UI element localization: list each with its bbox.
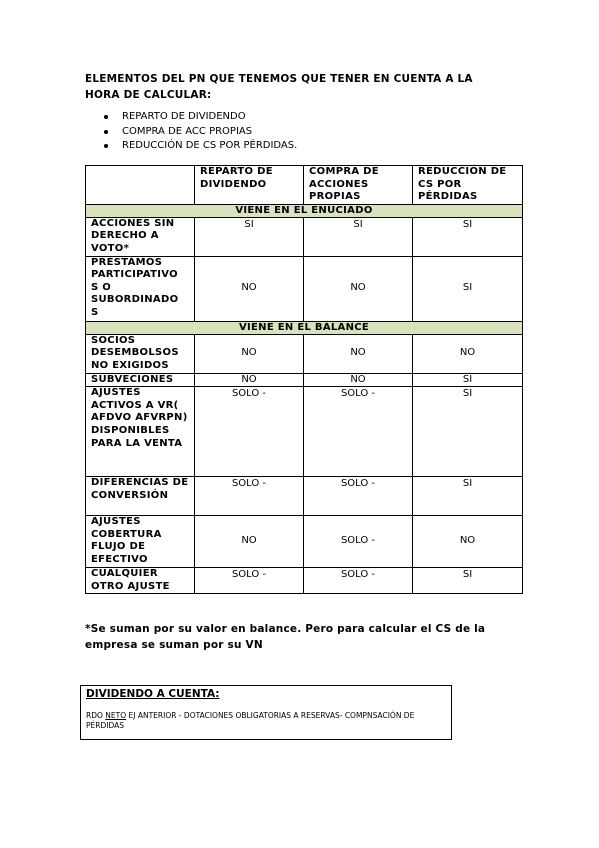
row-label: DIFERENCIAS DE CONVERSIÓN <box>86 477 195 516</box>
row-label: AJUSTES COBERTURA FLUJO DE EFECTIVO <box>86 516 195 568</box>
table-cell: SI <box>413 373 523 387</box>
box-text <box>86 711 446 731</box>
row-label: AJUSTES ACTIVOS A VR( AFDVO AFVRPN) DISPONIBLES PARA LA VENTA <box>86 387 195 477</box>
table-row <box>86 387 523 477</box>
column-header-reduccion: REDUCCIÓN DE CS POR PÉRDIDAS <box>413 166 523 205</box>
row-label: PRÉSTAMOS PARTICIPATIVO S O SUBORDINADO S <box>86 256 195 321</box>
box-title: DIVIDENDO A CUENTA: <box>86 688 220 700</box>
list-item <box>100 139 297 154</box>
table-row <box>86 334 523 373</box>
comparison-table <box>85 165 523 594</box>
table-cell: SI <box>413 568 523 594</box>
bullet-icon <box>104 115 108 119</box>
box-text-underlined: NETO <box>105 711 127 720</box>
bullet-icon <box>104 144 108 148</box>
table-cell: SOLO - <box>304 387 413 477</box>
table-cell: NO <box>304 373 413 387</box>
column-header-reparto: REPARTO DE DIVIDENDO <box>195 166 304 205</box>
table-cell: NO <box>304 256 413 321</box>
row-label: SUBVECIONES <box>86 373 195 387</box>
bullet-list <box>100 110 297 154</box>
table-row <box>86 373 523 387</box>
table-row <box>86 256 523 321</box>
table-cell: SOLO - <box>304 477 413 516</box>
table-cell: NO <box>195 334 304 373</box>
table-cell: SI <box>304 217 413 256</box>
table-row <box>86 568 523 594</box>
bullet-icon <box>104 130 108 134</box>
section-row <box>86 204 523 217</box>
list-item <box>100 125 297 140</box>
table-row <box>86 516 523 568</box>
table-cell: NO <box>413 334 523 373</box>
table-cell: NO <box>413 516 523 568</box>
list-item-label: COMPRA DE ACC PROPIAS <box>122 125 253 137</box>
list-item-label: REDUCCIÓN DE CS POR PÉRDIDAS. <box>122 140 298 151</box>
row-label: ACCIONES SIN DERECHO A VOTO* <box>86 217 195 256</box>
table-cell: NO <box>195 256 304 321</box>
table-cell: NO <box>195 516 304 568</box>
footnote: *Se suman por su valor en balance. Pero para calcular el CS de la empresa se suman por su VN <box>85 623 486 651</box>
table-cell: SOLO - <box>195 568 304 594</box>
page-title: ELEMENTOS DEL PN QUE TENEMOS QUE TENER EN CUENTA A LA HORA DE CALCULAR: <box>85 73 473 101</box>
section-row <box>86 321 523 334</box>
table-cell: NO <box>195 373 304 387</box>
table-cell: SI <box>413 387 523 477</box>
table-cell: SOLO - <box>304 516 413 568</box>
table-header-row <box>86 166 523 205</box>
table-cell: SI <box>413 217 523 256</box>
row-label: CUALQUIER OTRO AJUSTE <box>86 568 195 594</box>
table-cell: SOLO - <box>304 568 413 594</box>
row-label: SOCIOS DESEMBOLSOS NO EXIGIDOS <box>86 334 195 373</box>
table-row <box>86 217 523 256</box>
table-cell: SOLO - <box>195 477 304 516</box>
list-item <box>100 110 297 125</box>
table-corner-cell <box>86 166 195 205</box>
list-item-label: REPARTO DE DIVIDENDO <box>122 111 246 122</box>
table-cell: SI <box>413 477 523 516</box>
table-cell: SI <box>195 217 304 256</box>
table-cell: NO <box>304 334 413 373</box>
table-row <box>86 477 523 516</box>
box-text-pre: RDO <box>86 711 106 720</box>
table-cell: SOLO - <box>195 387 304 477</box>
box-text-post: EJ ANTERIOR - DOTACIONES OBLIGATORIAS A RESERVAS- COMPNSACIÓN DE PÉRDIDAS <box>86 711 415 730</box>
dividend-box <box>80 685 452 740</box>
section-header-enunciado: VIENE EN EL ENUCIADO <box>86 204 523 217</box>
section-header-balance: VIENE EN EL BALANCE <box>86 321 523 334</box>
table-cell: SI <box>413 256 523 321</box>
column-header-compra: COMPRA DE ACCIONES PROPIAS <box>304 166 413 205</box>
